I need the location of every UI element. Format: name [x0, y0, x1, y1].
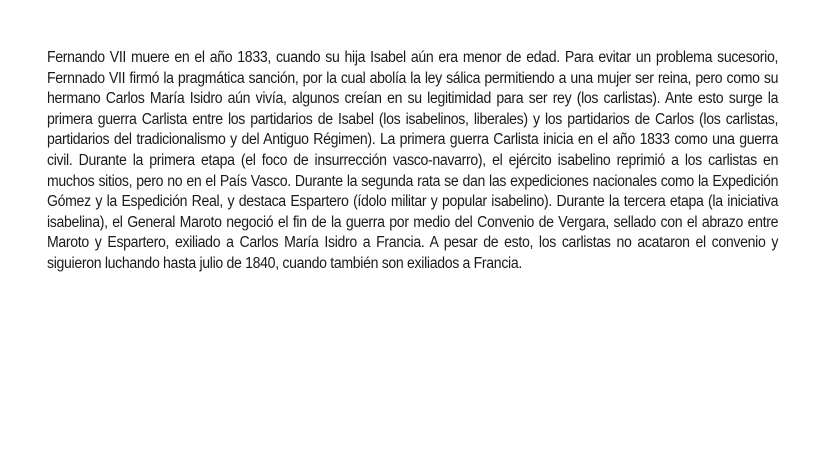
- body-paragraph: Fernando VII muere en el año 1833, cuando su hija Isabel aún era menor de edad. Para evitar un problema sucesorio, Fernnado VII firmó la pragmática sanción, por la cual abolía la ley sálica permitiendo a una mujer ser reina, pero como su hermano Carlos María Isidro aún vivía, algunos creían en su legitimidad para ser rey (los carlistas). Ante esto surge la primera guerra Carlista entre los partidarios de Isabel (los isabelinos, liberales) y los partidarios de Carlos (los carlistas, partidarios del tradicionalismo y del Antiguo Régimen). La primera guerra Carlista inicia en el año 1833 como una guerra civil. Durante la primera etapa (el foco de insurrección vasco-navarro), el ejército isabelino reprimió a los carlistas en muchos sitios, pero no en el País Vasco. Durante la segunda rata se dan las expediciones nacionales como la Expedición Gómez y la Espedición Real, y destaca Espartero (ídolo militar y popular isabelino). Durante la tercera etapa (la iniciativa isabelina), el General Maroto negoció el fin de la guerra por medio del Convenio de Vergara, sellado con el abrazo entre Maroto y Espartero, exiliado a Carlos María Isidro a Francia. A pesar de esto, los carlistas no acataron el convenio y siguieron luchando hasta julio de 1840, cuando también son exiliados a Francia.: [47, 49, 779, 272]
